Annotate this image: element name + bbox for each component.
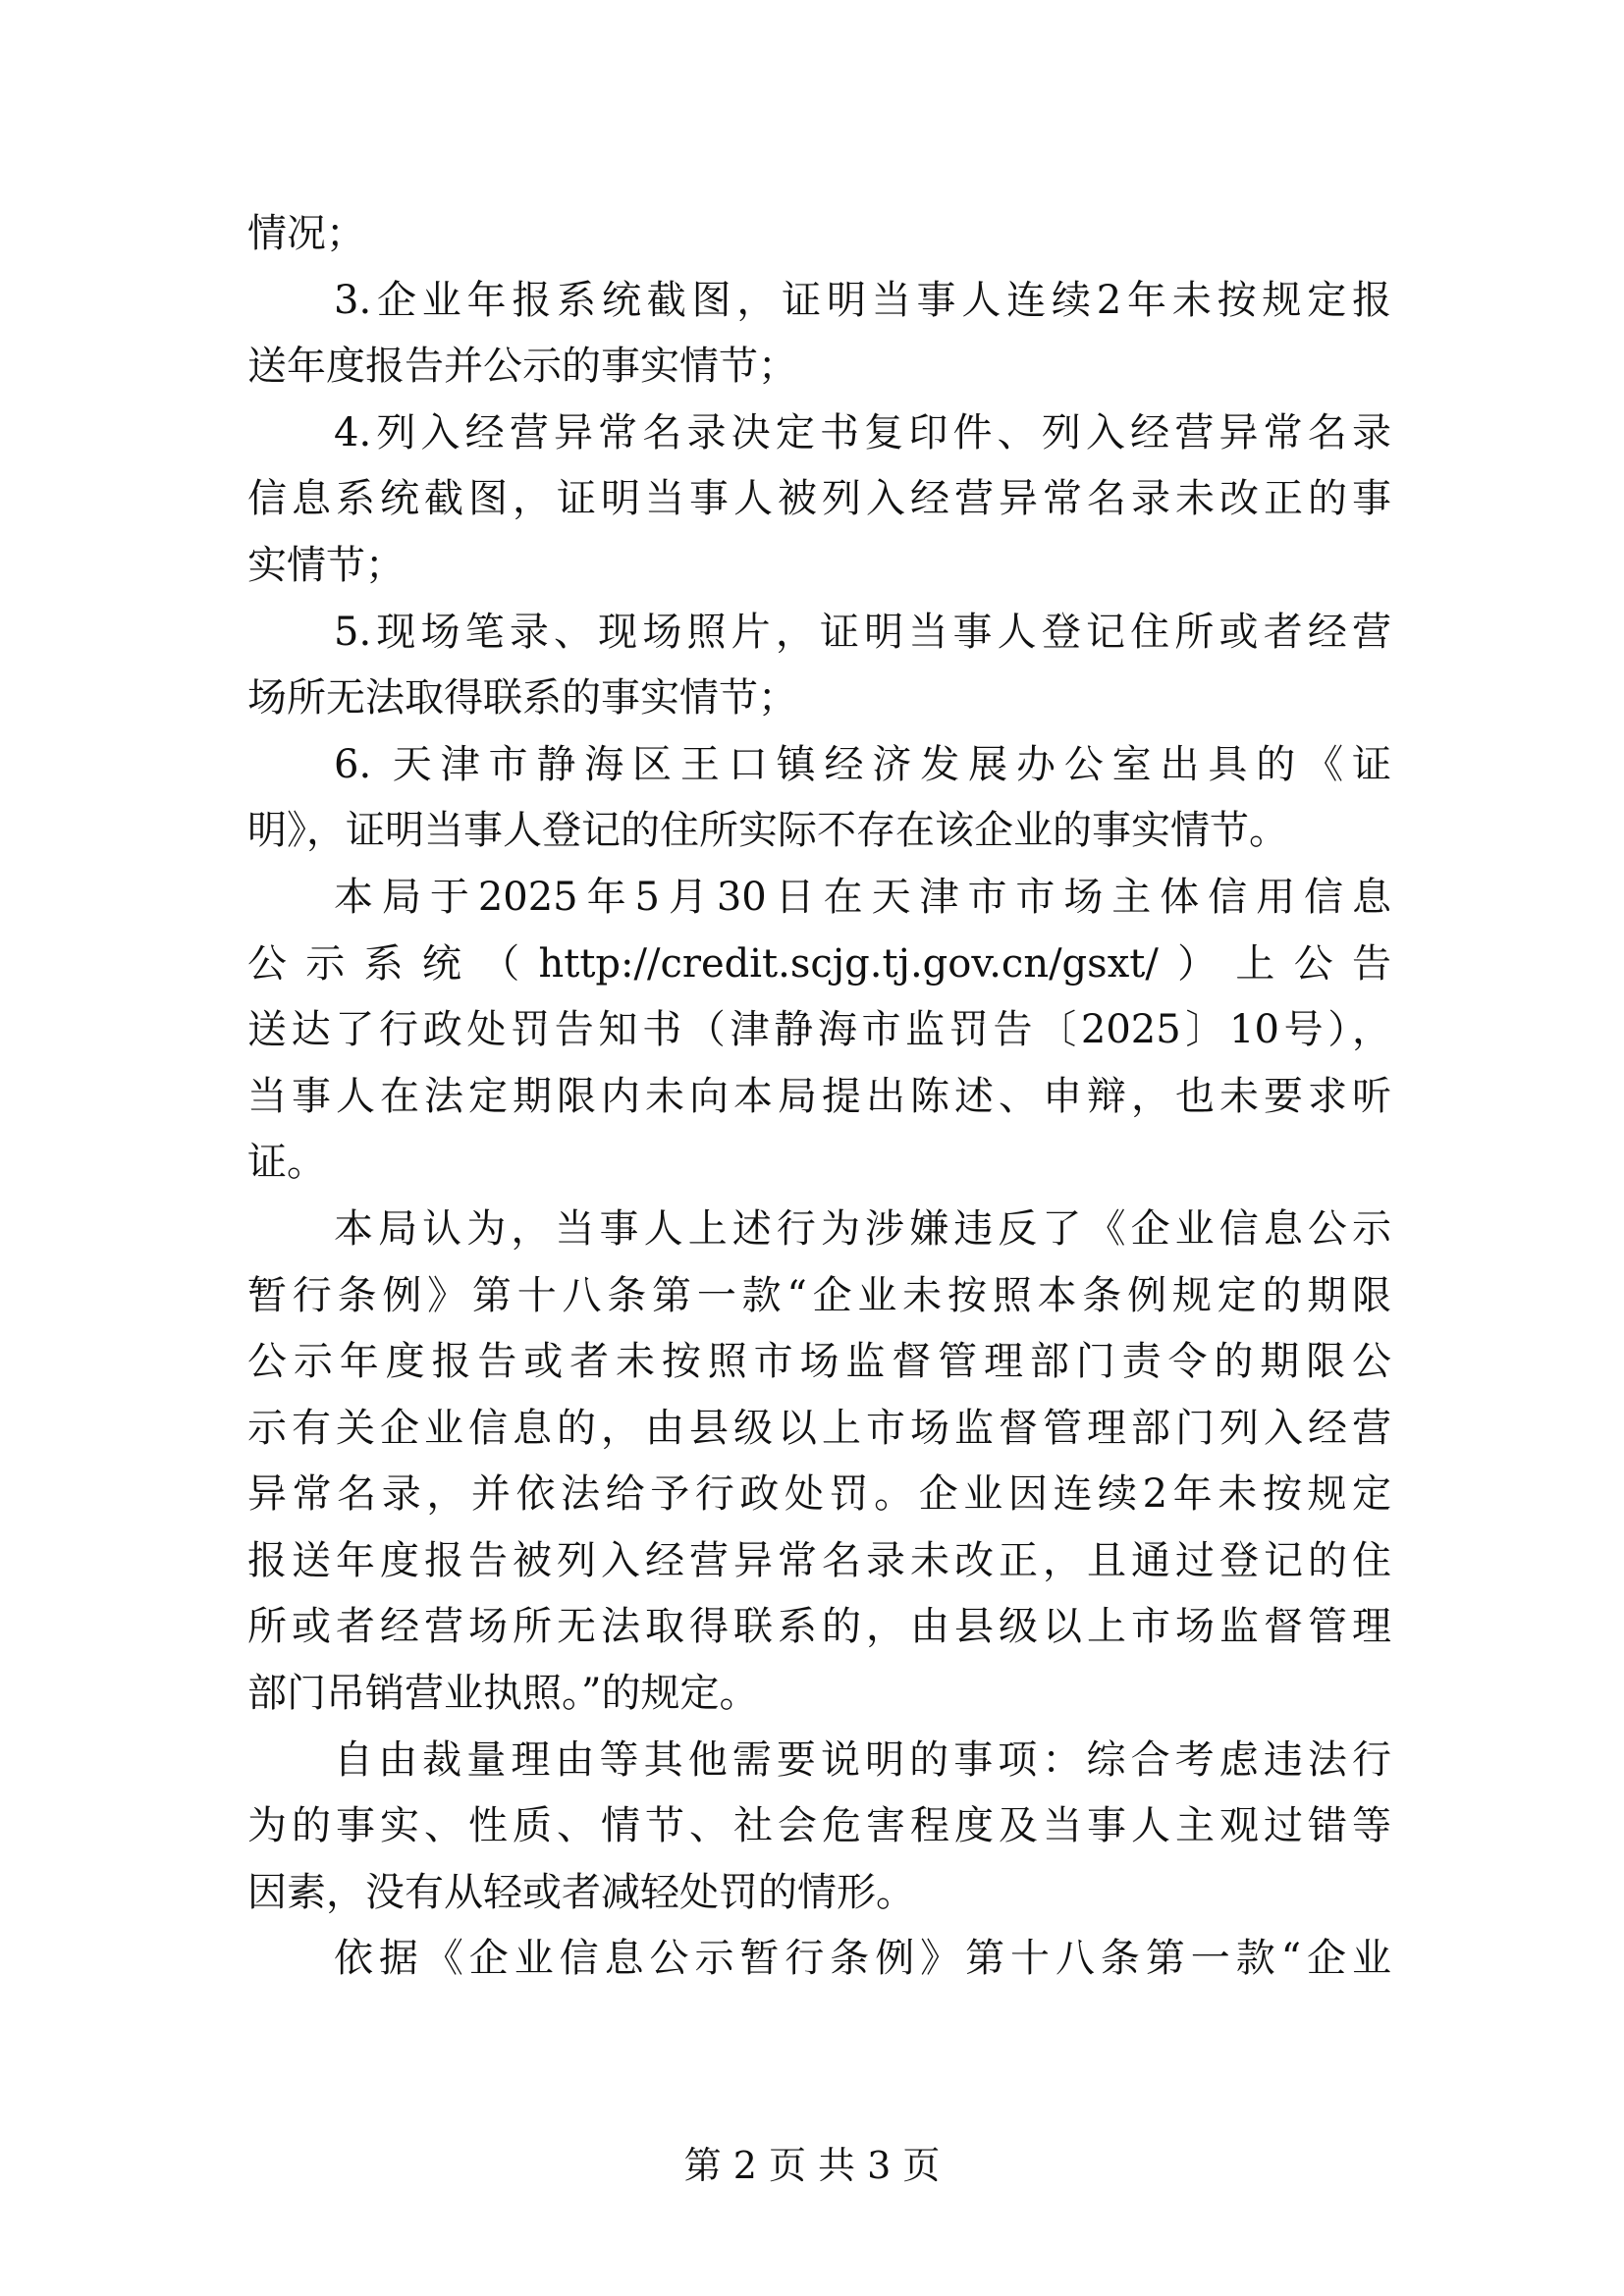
text-line: 示有关企业信息的，由县级以上市场监督管理部门列入经营 — [247, 1405, 1391, 1451]
text-line: 当事人在法定期限内未向本局提出陈述、申辩，也未要求听 — [247, 1073, 1391, 1119]
text-line: 所或者经营场所无法取得联系的，由县级以上市场监督管理 — [247, 1604, 1391, 1650]
text-line: 送年度报告并公示的事实情节； — [247, 344, 797, 390]
text-line: 暂行条例》第十八条第一款“企业未按照本条例规定的期限 — [247, 1272, 1391, 1318]
text-line: 为的事实、性质、情节、社会危害程度及当事人主观过错等 — [247, 1803, 1391, 1849]
text-line: 因素，没有从轻或者减轻处罚的情形。 — [247, 1869, 915, 1915]
document-body — [247, 201, 1391, 1993]
text-line: 情况； — [247, 211, 365, 256]
text-line: 公示年度报告或者未按照市场监督管理部门责令的期限公 — [247, 1339, 1391, 1385]
text-line: 4.列入经营异常名录决定书复印件、列入经营异常名录 — [334, 409, 1391, 455]
text-line: 实情节； — [247, 542, 405, 588]
page-number: 第 2 页 共 3 页 — [683, 2144, 941, 2187]
text-line: 送达了行政处罚告知书（津静海市监罚告〔2025〕10号）， — [247, 1007, 1391, 1053]
text-line: 5.现场笔录、现场照片，证明当事人登记住所或者经营 — [334, 609, 1391, 655]
text-line: 3.企业年报系统截图，证明当事人连续2年未按规定报 — [334, 277, 1391, 323]
text-line: 报送年度报告被列入经营异常名录未改正，且通过登记的住 — [247, 1537, 1391, 1583]
text-line: 部门吊销营业执照。”的规定。 — [247, 1671, 759, 1717]
text-line: 明》，证明当事人登记的住所实际不存在该企业的事实情节。 — [247, 808, 1288, 854]
text-line: 本局于2025年5月30日在天津市市场主体信用信息 — [334, 874, 1391, 920]
text-line: 依据《企业信息公示暂行条例》第十八条第一款“企业 — [334, 1936, 1391, 1982]
text-line: 信息系统截图，证明当事人被列入经营异常名录未改正的事 — [247, 476, 1391, 522]
text-line: 异常名录，并依法给予行政处罚。企业因连续2年未按规定 — [247, 1471, 1391, 1518]
text-line: 6. 天津市静海区王口镇经济发展办公室出具的《证 — [334, 741, 1391, 787]
text-line: 场所无法取得联系的事实情节； — [247, 675, 797, 721]
text-line: 公示系统（http://credit.scjg.tj.gov.cn/gsxt/）上公告 — [247, 940, 1391, 987]
text-line: 证。 — [247, 1140, 326, 1186]
text-line: 本局认为，当事人上述行为涉嫌违反了《企业信息公示 — [334, 1205, 1391, 1252]
text-line: 自由裁量理由等其他需要说明的事项：综合考虑违法行 — [334, 1736, 1391, 1783]
